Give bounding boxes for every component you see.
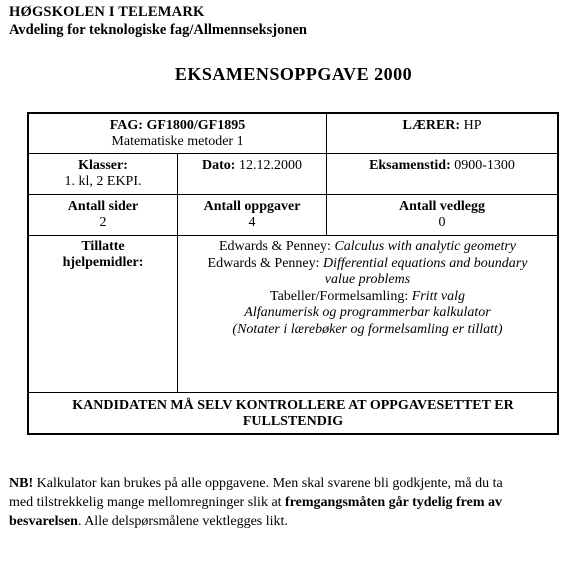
aids-label-line2: hjelpemidler:: [62, 255, 144, 270]
pages-value: 2: [99, 215, 107, 230]
aids-label-cell: [29, 239, 177, 271]
class-cell: [29, 158, 177, 190]
aids-line: (Notater i lærebøker og formelsamling er tillatt): [232, 321, 503, 337]
subject-name: Matematiske metoder 1: [111, 134, 244, 149]
nb-label: NB!: [9, 476, 34, 491]
class-value: 1. kl, 2 EKPI.: [64, 174, 142, 189]
date-cell: [178, 158, 326, 174]
row-divider: [29, 194, 557, 195]
aids-list-cell: [178, 239, 557, 338]
institution-name: HØGSKOLEN I TELEMARK: [9, 4, 205, 20]
candidate-notice-line2: FULLSTENDIG: [242, 414, 344, 429]
class-label: Klasser:: [78, 158, 128, 173]
aids-line: Edwards & Penney: Differential equations and boundary: [207, 255, 528, 271]
row-divider: [29, 235, 557, 236]
subject-cell: [29, 118, 326, 150]
aids-line: Tabeller/Formelsamling: Fritt valg: [270, 288, 465, 304]
candidate-notice-line1: KANDIDATEN MÅ SELV KONTROLLERE AT OPPGAVESETTET ER: [72, 398, 514, 413]
row-divider: [29, 153, 557, 154]
tasks-value: 4: [248, 215, 256, 230]
subject-code: GF1800/GF1895: [146, 118, 246, 133]
attachments-value: 0: [438, 215, 446, 230]
aids-label-line1: Tillatte: [81, 239, 125, 254]
attachments-cell: [327, 199, 557, 231]
exam-time-label: Eksamenstid:: [369, 158, 451, 173]
row-divider: [29, 392, 557, 393]
date-value: 12.12.2000: [238, 158, 302, 173]
department-name: Avdeling for teknologiske fag/Allmennseksjonen: [9, 22, 307, 38]
candidate-notice-cell: [29, 398, 557, 430]
calculator-note: NB! Kalkulator kan brukes på alle oppgavene. Men skal svarene bli godkjente, må du ta med tilstrekkelig mange mellomregninger slik at fremgangsmåten går tydelig frem av besvarelsen. Alle delspørsmålene vektlegges likt.: [9, 476, 503, 529]
teacher-cell: [327, 118, 557, 134]
attachments-label: Antall vedlegg: [399, 199, 485, 214]
exam-time-cell: [327, 158, 557, 174]
exam-time-value: 0900-1300: [454, 158, 515, 173]
date-label: Dato:: [202, 158, 236, 173]
teacher-value: HP: [463, 118, 482, 133]
subject-label: FAG:: [109, 118, 143, 133]
pages-cell: [29, 199, 177, 231]
tasks-cell: [178, 199, 326, 231]
aids-line: Edwards & Penney: Calculus with analytic geometry: [218, 239, 517, 254]
tasks-label: Antall oppgaver: [203, 199, 301, 214]
pages-label: Antall sider: [67, 199, 139, 214]
exam-info-table: [27, 112, 559, 435]
exam-title: EKSAMENSOPPGAVE 2000: [174, 64, 413, 84]
aids-line: value problems: [324, 272, 411, 287]
teacher-label: LÆRER:: [402, 118, 461, 133]
aids-line: Alfanumerisk og programmerbar kalkulator: [244, 305, 491, 320]
